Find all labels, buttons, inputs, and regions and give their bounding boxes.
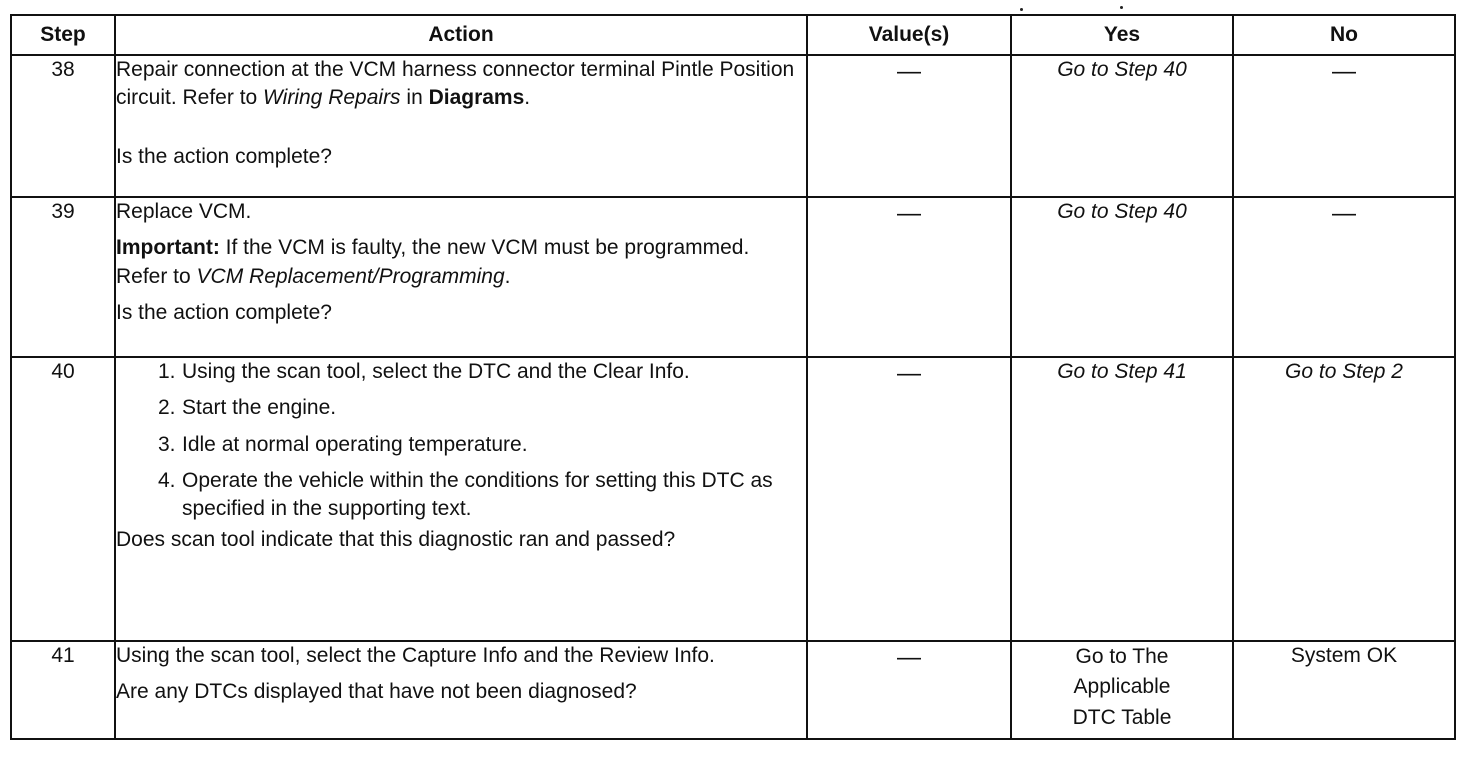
yes-result: Go to Step 41 [1057, 360, 1187, 383]
step-number: 41 [11, 641, 115, 739]
action-line: in [400, 86, 429, 110]
no-result: — [1332, 200, 1356, 227]
yes-cell [1011, 641, 1233, 739]
action-cell [115, 357, 807, 641]
action-text: Replace VCM. [116, 200, 252, 223]
procedure-list [116, 358, 806, 524]
diagnostic-table [10, 14, 1456, 740]
list-number: 1. [158, 360, 176, 383]
important-text: If the VCM is faulty, the new VCM must be programmed. Refer to [116, 236, 750, 288]
list-text: Start the engine. [182, 396, 337, 420]
list-text: Operate the vehicle within the conditions for setting this DTC as specified in the supporting text. [182, 469, 773, 521]
reference-section: Diagrams [428, 86, 525, 110]
action-question: Does scan tool indicate that this diagnostic ran and passed? [116, 527, 676, 551]
punctuation: . [524, 86, 531, 110]
action-question: Are any DTCs displayed that have not been diagnosed? [116, 680, 637, 704]
list-item [158, 431, 806, 459]
action-question: Is the action complete? [116, 144, 332, 168]
important-note [116, 234, 806, 291]
step-number: 38 [11, 55, 115, 197]
list-number: 4. [158, 469, 176, 493]
action-line: Repair connection at the VCM harness connector terminal [116, 58, 656, 81]
table-row [11, 357, 1455, 641]
list-number: 2. [158, 396, 176, 420]
header-no: No [1233, 15, 1455, 55]
list-item [158, 467, 806, 524]
reference-link: VCM Replacement/Programming [196, 264, 505, 288]
table-row [11, 197, 1455, 357]
no-result: Go to Step 2 [1285, 360, 1403, 383]
action-cell [115, 55, 807, 197]
punctuation: . [504, 264, 511, 288]
yes-cell [1011, 55, 1233, 197]
yes-cell [1011, 357, 1233, 641]
action-text: Using the scan tool, select the Capture Info and the Review Info. [116, 644, 715, 667]
header-action: Action [115, 15, 807, 55]
value-cell: — [807, 197, 1011, 357]
list-text: Using the scan tool, select the DTC and the Clear Info. [182, 360, 690, 383]
important-label: Important: [116, 236, 220, 260]
table-row [11, 55, 1455, 197]
scan-speck [1020, 8, 1023, 11]
yes-result-line: Go to The [1075, 645, 1169, 668]
action-line: Pintle Position circuit. Refer to [116, 58, 795, 110]
no-result: System OK [1290, 644, 1398, 667]
step-number: 40 [11, 357, 115, 641]
no-result: — [1332, 58, 1356, 85]
header-values: Value(s) [807, 15, 1011, 55]
table-row [11, 641, 1455, 739]
table-header-row [11, 15, 1455, 55]
scan-speck [1120, 6, 1123, 9]
list-item [158, 394, 806, 422]
list-number: 3. [158, 432, 176, 456]
action-cell [115, 197, 807, 357]
action-question: Is the action complete? [116, 301, 332, 325]
value-cell: — [807, 55, 1011, 197]
no-cell [1233, 55, 1455, 197]
value-cell: — [807, 641, 1011, 739]
yes-result-line: Applicable [1073, 675, 1171, 699]
yes-result-line: DTC Table [1072, 705, 1172, 729]
yes-result: Go to Step 40 [1057, 200, 1187, 223]
header-step: Step [11, 15, 115, 55]
no-cell [1233, 357, 1455, 641]
reference-link: Wiring Repairs [263, 86, 401, 110]
step-number: 39 [11, 197, 115, 357]
yes-result: Go to Step 40 [1057, 58, 1187, 81]
action-cell [115, 641, 807, 739]
yes-cell [1011, 197, 1233, 357]
action-text [116, 56, 806, 113]
value-cell: — [807, 357, 1011, 641]
list-text: Idle at normal operating temperature. [182, 432, 528, 456]
list-item [158, 358, 806, 386]
no-cell [1233, 641, 1455, 739]
header-yes: Yes [1011, 15, 1233, 55]
no-cell [1233, 197, 1455, 357]
